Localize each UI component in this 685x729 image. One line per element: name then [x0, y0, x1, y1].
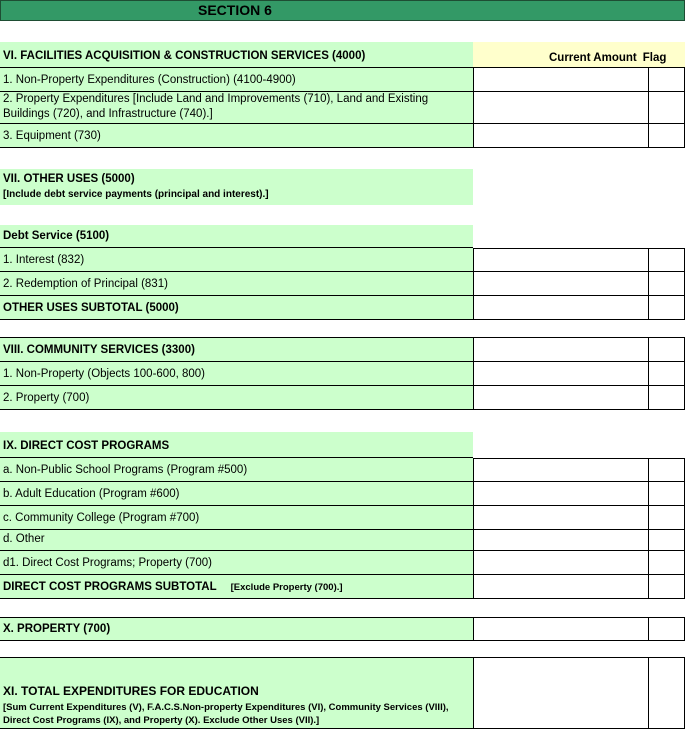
subtotal-row [0, 575, 685, 599]
flag-cell[interactable] [649, 386, 685, 410]
amount-cell[interactable] [473, 386, 649, 410]
amount-cell[interactable] [473, 337, 649, 362]
x-row [0, 617, 685, 641]
amount-cell[interactable] [473, 362, 649, 386]
table-row [0, 68, 685, 92]
table-row [0, 362, 685, 386]
table-row [0, 124, 685, 148]
vii-title: VII. OTHER USES (5000) [3, 173, 135, 185]
debt-service-label: Debt Service (5100) [0, 225, 473, 248]
amount-cell[interactable] [473, 296, 649, 320]
column-headers [473, 42, 685, 68]
flag-cell[interactable] [649, 530, 685, 551]
row-label: c. Community College (Program #700) [0, 506, 473, 530]
amount-cell[interactable] [473, 458, 649, 482]
flag-cell[interactable] [649, 124, 685, 148]
flag-cell[interactable] [649, 458, 685, 482]
flag-cell[interactable] [649, 92, 685, 124]
vi-header [0, 42, 685, 68]
row-label: 1. Non-Property Expenditures (Construction) (4100-4900) [0, 68, 473, 92]
amount-cell[interactable] [473, 617, 649, 641]
amount-cell[interactable] [473, 124, 649, 148]
subtotal-note: [Exclude Property (700).] [230, 582, 343, 593]
flag-header: Flag [642, 52, 667, 64]
row-label: 1. Non-Property (Objects 100-600, 800) [0, 362, 473, 386]
amount-cell[interactable] [473, 657, 649, 729]
current-amount-header: Current Amount [549, 52, 637, 64]
xi-title: XI. TOTAL EXPENDITURES FOR EDUCATION [3, 684, 259, 698]
row-label: 1. Interest (832) [0, 248, 473, 272]
flag-cell[interactable] [649, 657, 685, 729]
xi-note: [Sum Current Expenditures (V), F.A.C.S.Non-property Expenditures (VI), Community Services (VIII), Direct Cost Programs (IX), and Property (X). Exclude Other Uses (VII).] [3, 702, 449, 726]
vi-title: VI. FACILITIES ACQUISITION & CONSTRUCTION SERVICES (4000) [0, 42, 473, 68]
flag-cell[interactable] [649, 617, 685, 641]
flag-cell[interactable] [649, 551, 685, 575]
amount-cell[interactable] [473, 92, 649, 124]
flag-cell[interactable] [649, 272, 685, 296]
viii-title: VIII. COMMUNITY SERVICES (3300) [0, 337, 473, 362]
row-label: 3. Equipment (730) [0, 124, 473, 148]
row-label: d. Other [0, 530, 473, 551]
viii-header [0, 337, 685, 362]
amount-cell[interactable] [473, 248, 649, 272]
vii-note: [Include debt service payments (principal and interest).] [3, 189, 269, 200]
row-label: b. Adult Education (Program #600) [0, 482, 473, 506]
row-label: 2. Property Expenditures [Include Land and Improvements (710), Land and Existing Buildings (720), and Infrastructure (740).] [0, 92, 473, 124]
table-row [0, 506, 685, 530]
row-label: 2. Property (700) [0, 386, 473, 410]
flag-cell[interactable] [649, 248, 685, 272]
amount-cell[interactable] [473, 506, 649, 530]
amount-cell[interactable] [473, 530, 649, 551]
table-row [0, 482, 685, 506]
amount-cell[interactable] [473, 68, 649, 92]
row-label: OTHER USES SUBTOTAL (5000) [0, 296, 473, 320]
flag-cell[interactable] [649, 506, 685, 530]
vii-header [0, 169, 685, 205]
ix-header [0, 432, 685, 458]
flag-cell[interactable] [649, 296, 685, 320]
row-label: a. Non-Public School Programs (Program #500) [0, 458, 473, 482]
table-row [0, 458, 685, 482]
table-row [0, 551, 685, 575]
row-label: DIRECT COST PROGRAMS SUBTOTAL [3, 581, 217, 593]
row-label: 2. Redemption of Principal (831) [0, 272, 473, 296]
table-row [0, 386, 685, 410]
x-title: X. PROPERTY (700) [0, 617, 473, 641]
table-row [0, 248, 685, 272]
ix-title: IX. DIRECT COST PROGRAMS [0, 432, 473, 458]
section-title: SECTION 6 [198, 2, 272, 18]
subtotal-row [0, 296, 685, 320]
table-row [0, 272, 685, 296]
flag-cell[interactable] [649, 482, 685, 506]
section-header [0, 0, 685, 21]
debt-service-header [0, 225, 685, 248]
xi-row [0, 657, 685, 729]
amount-cell[interactable] [473, 575, 649, 599]
flag-cell[interactable] [649, 68, 685, 92]
amount-cell[interactable] [473, 482, 649, 506]
table-row [0, 92, 685, 124]
flag-cell[interactable] [649, 337, 685, 362]
amount-cell[interactable] [473, 551, 649, 575]
amount-cell[interactable] [473, 272, 649, 296]
row-label: d1. Direct Cost Programs; Property (700) [0, 551, 473, 575]
table-row [0, 530, 685, 551]
flag-cell[interactable] [649, 575, 685, 599]
flag-cell[interactable] [649, 362, 685, 386]
